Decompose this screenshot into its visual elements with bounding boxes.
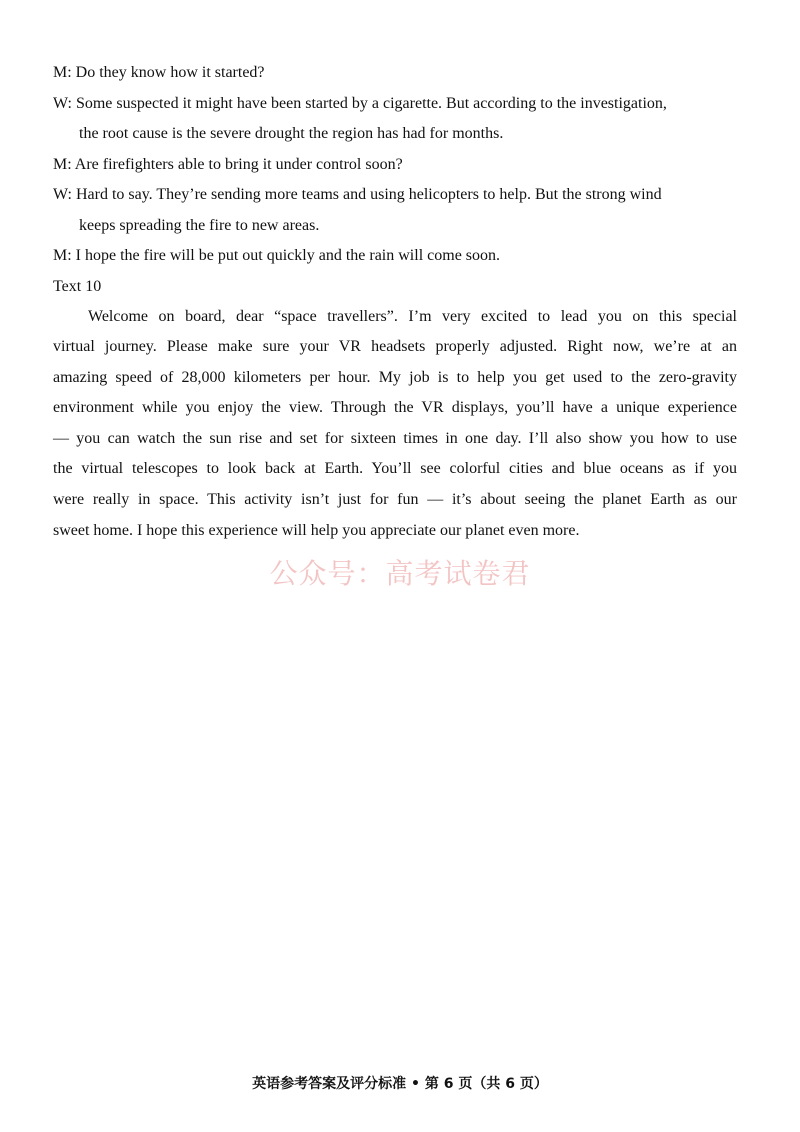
dialogue-line-w1-cont: the root cause is the severe drought the region has had for months.	[79, 125, 504, 142]
watermark: 公众号：高考试卷君	[269, 557, 531, 590]
paragraph-line: sweet home. I hope this experience will help you appreciate our planet even more.	[53, 521, 580, 539]
paragraph-line: — you can watch the sun rise and set for sixteen times in one day. I’ll also show you how to use	[53, 429, 737, 447]
paragraph-line: amazing speed of 28,000 kilometers per hour. My job is to help you get used to the zero-gravity	[53, 368, 737, 386]
section-paragraph	[53, 302, 737, 547]
section-title: Text 10	[53, 277, 102, 295]
dialogue-block	[53, 58, 737, 272]
paragraph-line: the virtual telescopes to look back at Earth. You’ll see colorful cities and blue oceans as if you	[53, 460, 737, 478]
dialogue-line-w1: W: Some suspected it might have been started by a cigarette. But according to the investigation,	[53, 94, 667, 112]
paragraph-line: environment while you enjoy the view. Through the VR displays, you’ll have a unique experience	[53, 399, 737, 417]
dialogue-line-w2: W: Hard to say. They’re sending more teams and using helicopters to help. But the strong wind	[53, 186, 662, 203]
paragraph-line: virtual journey. Please make sure your VR headsets properly adjusted. Right now, we’re at an	[53, 338, 737, 356]
dialogue-line-m3: M: I hope the fire will be put out quickly and the rain will come soon.	[53, 247, 501, 264]
dialogue-line-m2: M: Are firefighters able to bring it under control soon?	[53, 155, 403, 173]
page-footer: 英语参考答案及评分标准 • 第 6 页（共 6 页）	[252, 1076, 548, 1092]
paragraph-line: were really in space. This activity isn’t just for fun — it’s about seeing the planet Earth as our	[53, 491, 737, 509]
dialogue-line-w2-cont: keeps spreading the fire to new areas.	[79, 216, 320, 234]
page-content	[53, 58, 737, 546]
dialogue-line-m1: M: Do they know how it started?	[53, 64, 265, 81]
paragraph-line: Welcome on board, dear “space travellers”. I’m very excited to lead you on this special	[88, 307, 737, 325]
